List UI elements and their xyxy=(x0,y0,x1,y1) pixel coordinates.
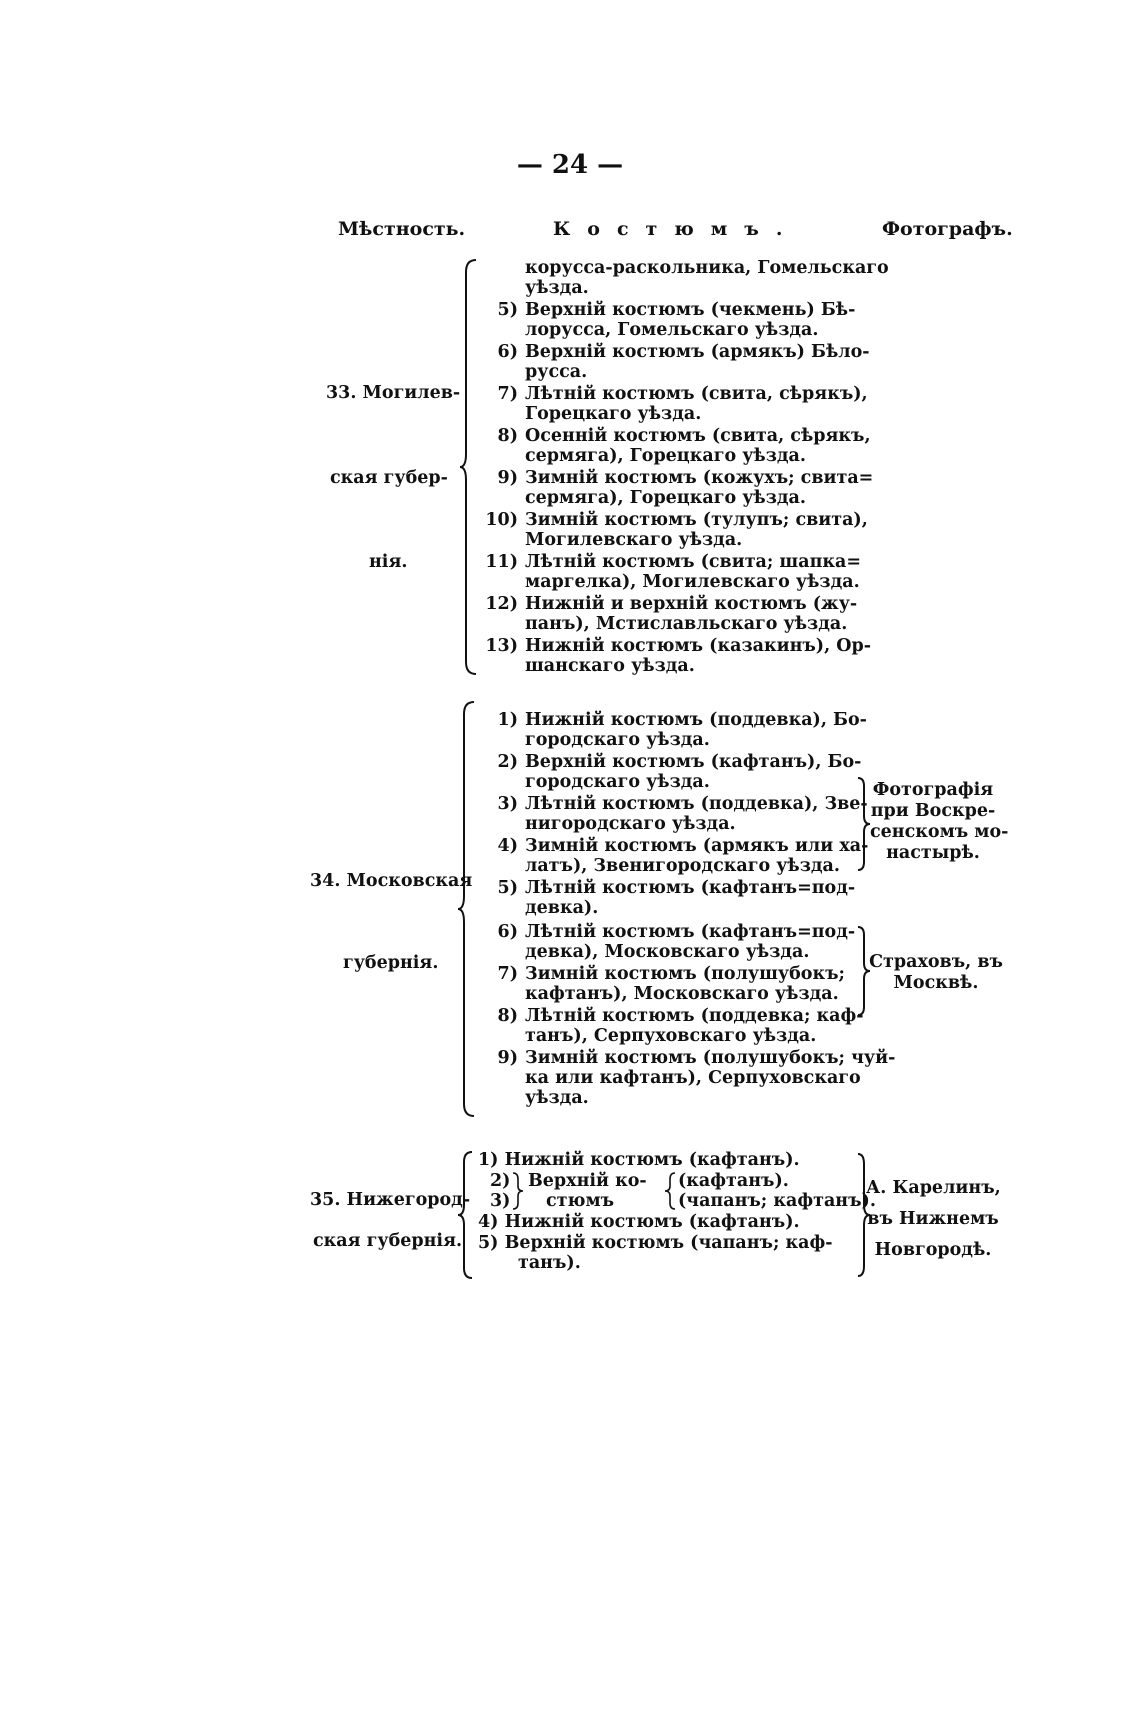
item-text: (кафтанъ). xyxy=(678,1171,789,1191)
photographer-line: Страховъ, въ xyxy=(869,952,1003,972)
item-text: Зимній костюмъ (кожухъ; свита= xyxy=(525,468,874,488)
item-number: 9) xyxy=(497,1048,518,1068)
item-text: сермяга), Горецкаго уѣзда. xyxy=(525,446,806,466)
item-text: Нижній костюмъ (кафтанъ). xyxy=(504,1150,800,1170)
left-brace-small xyxy=(664,1172,676,1210)
item-text: Лѣтній костюмъ (свита; шапка= xyxy=(525,552,862,572)
item-number: 6) xyxy=(497,922,518,942)
photographer-line: А. Карелинъ, xyxy=(866,1178,1001,1198)
costume-item xyxy=(478,1212,800,1232)
photographer-line: Москвѣ. xyxy=(893,973,979,993)
item-number: 8) xyxy=(497,426,518,446)
costume-continuation: корусса-раскольника, Гомельскаго xyxy=(525,258,889,278)
item-number: 1) xyxy=(497,710,518,730)
photographer-line: Фотографія xyxy=(872,780,994,800)
item-number: 13) xyxy=(485,636,518,656)
item-text: девка). xyxy=(525,898,599,918)
item-number: 10) xyxy=(485,510,518,530)
item-text: Зимній костюмъ (армякъ или ха- xyxy=(525,836,869,856)
header-locality: Мѣстность. xyxy=(338,218,466,240)
item-text: Зимній костюмъ (тулупъ; свита), xyxy=(525,510,868,530)
costume-continuation: уѣзда. xyxy=(525,278,589,298)
item-text: лорусса, Гомельскаго уѣзда. xyxy=(525,320,819,340)
item-text: (чапанъ; кафтанъ). xyxy=(678,1191,876,1211)
item-text: танъ), Серпуховскаго уѣзда. xyxy=(525,1026,817,1046)
item-text: Зимній костюмъ (полушубокъ; чуй- xyxy=(525,1048,896,1068)
item-number: 6) xyxy=(497,342,518,362)
item-number: 7) xyxy=(497,384,518,404)
item-text: нигородскаго уѣзда. xyxy=(525,814,736,834)
item-text: Верхній костюмъ (чекмень) Бѣ- xyxy=(525,300,856,320)
item-number: 7) xyxy=(497,964,518,984)
item-text: Нижній и верхній костюмъ (жу- xyxy=(525,594,858,614)
item-text: девка), Московскаго уѣзда. xyxy=(525,942,810,962)
page-number: — 24 — xyxy=(516,150,624,180)
photographer-line: Новгородѣ. xyxy=(874,1240,992,1260)
item-number: 4) xyxy=(478,1212,499,1232)
item-text: Верхній костюмъ (кафтанъ), Бо- xyxy=(525,752,862,772)
item-text: Верхній костюмъ (армякъ) Бѣло- xyxy=(525,342,870,362)
item-text: сермяга), Горецкаго уѣзда. xyxy=(525,488,806,508)
locality-line: 34. Московская xyxy=(310,871,473,891)
locality-line: 33. Могилев- xyxy=(326,383,461,403)
item-text: городскаго уѣзда. xyxy=(525,772,710,792)
item-number: 8) xyxy=(497,1006,518,1026)
locality-line: ская губер- xyxy=(330,468,448,488)
left-brace xyxy=(456,1150,478,1280)
item-number: 3) xyxy=(497,794,518,814)
item-text: ка или кафтанъ), Серпуховскаго xyxy=(525,1068,861,1088)
item-text: панъ), Мстиславльскаго уѣзда. xyxy=(525,614,848,634)
item-text: Лѣтній костюмъ (поддевка; каф- xyxy=(525,1006,864,1026)
item-text: Лѣтній костюмъ (кафтанъ=под- xyxy=(525,922,856,942)
locality-line: нія. xyxy=(369,552,408,572)
right-brace-small xyxy=(512,1172,524,1210)
item-text: Осенній костюмъ (свита, сѣрякъ, xyxy=(525,426,871,446)
item-number: 3) xyxy=(490,1191,511,1211)
item-number: 9) xyxy=(497,468,518,488)
item-text: маргелка), Могилевскаго уѣзда. xyxy=(525,572,860,592)
item-number: 2) xyxy=(497,752,518,772)
photographer-line: въ Нижнемъ xyxy=(867,1209,999,1229)
item-text: городскаго уѣзда. xyxy=(525,730,710,750)
photographer-line: настырѣ. xyxy=(886,843,980,863)
item-number: 5) xyxy=(478,1233,499,1253)
item-number: 2) xyxy=(490,1171,511,1191)
item-text: стюмъ xyxy=(546,1191,615,1211)
item-text: латъ), Звенигородскаго уѣзда. xyxy=(525,856,840,876)
header-photographer: Фотографъ. xyxy=(882,218,1013,240)
costume-item xyxy=(478,1150,800,1170)
item-number: 4) xyxy=(497,836,518,856)
item-text: Лѣтній костюмъ (кафтанъ=под- xyxy=(525,878,856,898)
item-number: 11) xyxy=(485,552,518,572)
item-text: шанскаго уѣзда. xyxy=(525,656,695,676)
photographer-line: сенскомъ мо- xyxy=(870,822,1009,842)
item-text: Нижній костюмъ (поддевка), Бо- xyxy=(525,710,867,730)
item-text: Верхній костюмъ (чапанъ; каф- xyxy=(504,1233,833,1253)
item-text: Верхній ко- xyxy=(528,1171,647,1191)
item-text: Могилевскаго уѣзда. xyxy=(525,530,743,550)
photographer-line: при Воскре- xyxy=(870,801,996,821)
locality-line: 35. Нижегород- xyxy=(310,1190,471,1210)
item-text: Горецкаго уѣзда. xyxy=(525,404,702,424)
locality-line: ская губернія. xyxy=(313,1231,463,1251)
item-text: кафтанъ), Московскаго уѣзда. xyxy=(525,984,839,1004)
item-text: уѣзда. xyxy=(525,1088,589,1108)
locality-line: губернія. xyxy=(343,953,439,973)
item-text: Лѣтній костюмъ (свита, сѣрякъ), xyxy=(525,384,868,404)
item-text: Зимній костюмъ (полушубокъ; xyxy=(525,964,845,984)
item-number: 5) xyxy=(497,878,518,898)
item-text: Нижній костюмъ (казакинъ), Ор- xyxy=(525,636,872,656)
header-costume: Костюмъ. xyxy=(553,218,800,240)
item-text: русса. xyxy=(525,362,588,382)
item-number: 12) xyxy=(485,594,518,614)
item-text: танъ). xyxy=(518,1253,581,1273)
costume-item xyxy=(478,1233,833,1253)
item-number: 5) xyxy=(497,300,518,320)
item-text: Лѣтній костюмъ (поддевка), Зве- xyxy=(525,794,868,814)
item-text: Нижній костюмъ (кафтанъ). xyxy=(504,1212,800,1232)
item-number: 1) xyxy=(478,1150,499,1170)
